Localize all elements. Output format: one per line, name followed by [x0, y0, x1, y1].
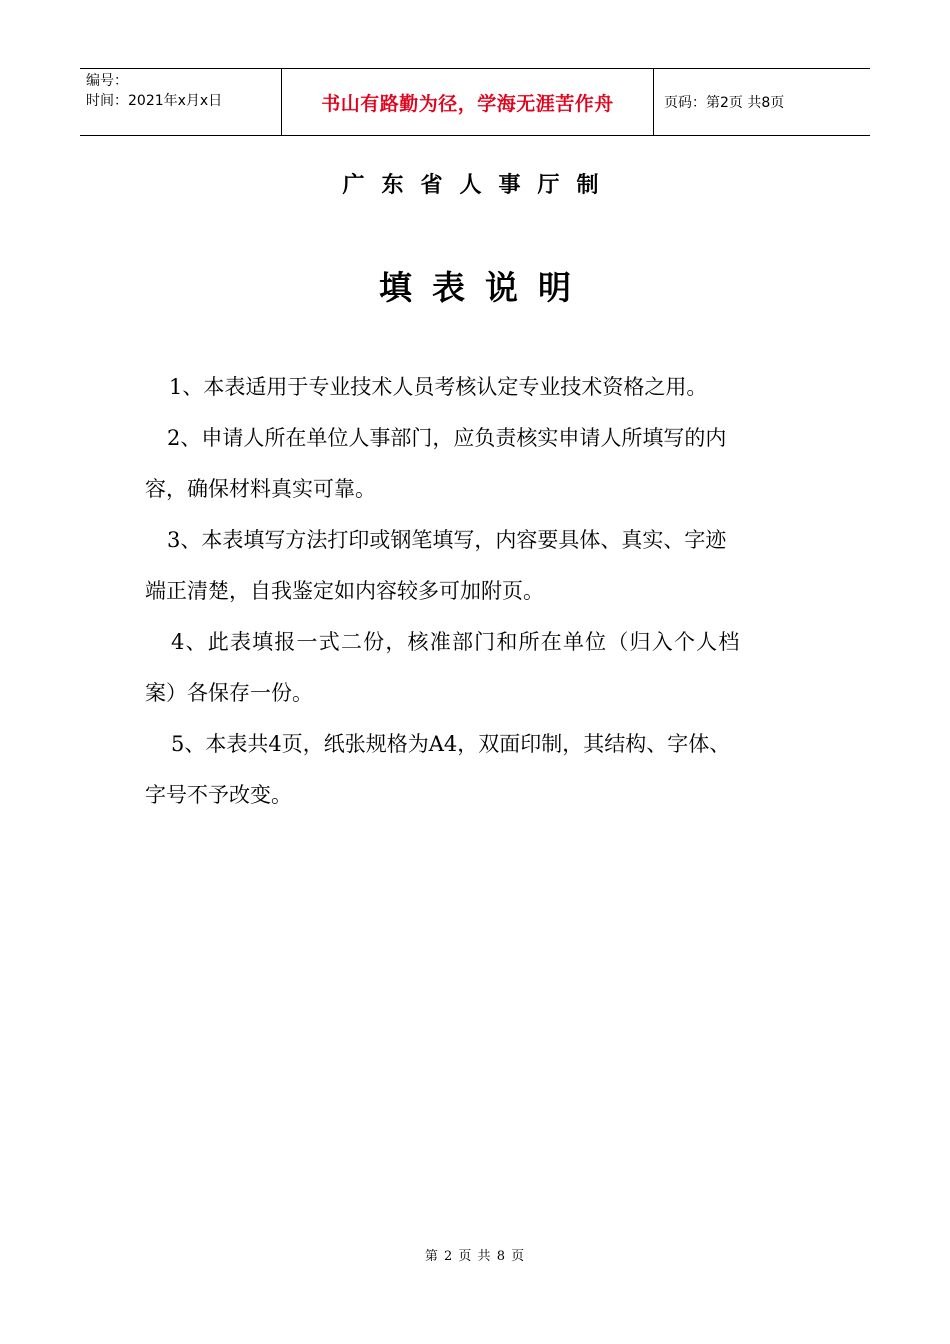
instruction-text-continued: 容，确保材料真实可靠。	[145, 477, 376, 501]
header-number-label: 编号：	[86, 73, 128, 89]
instruction-text: 2、申请人所在单位人事部门，应负责核实申请人所填写的内	[167, 426, 727, 450]
instruction-text: 4、此表填报一式二份，核准部门和所在单位（归入个人档	[171, 630, 741, 654]
header-page-info: 页码：第2页 共8页	[664, 95, 785, 111]
header-meta	[80, 69, 281, 135]
header-date: 时间：2021年x月x日	[86, 93, 223, 109]
instruction-text-continued: 字号不予改变。	[145, 783, 292, 807]
instruction-text: 5、本表共4页，纸张规格为A4，双面印制，其结构、字体、	[171, 732, 731, 756]
issuing-organization: 广东省人事厅制	[342, 173, 616, 198]
instruction-text: 1、本表适用于专业技术人员考核认定专业技术资格之用。	[169, 375, 708, 399]
instruction-item-4	[145, 617, 845, 719]
page-title: 填表说明	[379, 268, 591, 307]
instruction-text: 3、本表填写方法打印或钢笔填写，内容要具体、真实、字迹	[167, 528, 727, 552]
instruction-item-3	[145, 515, 845, 617]
page-header	[80, 68, 870, 136]
instruction-item-1	[145, 362, 845, 413]
instruction-item-2	[145, 413, 845, 515]
instructions-list	[145, 362, 845, 821]
page-footer: 第 2 页 共 8 页	[424, 1249, 526, 1264]
instruction-text-continued: 端正清楚，自我鉴定如内容较多可加附页。	[145, 579, 544, 603]
header-motto: 书山有路勤为径，学海无涯苦作舟	[281, 69, 654, 135]
instruction-item-5	[145, 719, 845, 821]
instruction-text-continued: 案）各保存一份。	[145, 681, 313, 705]
